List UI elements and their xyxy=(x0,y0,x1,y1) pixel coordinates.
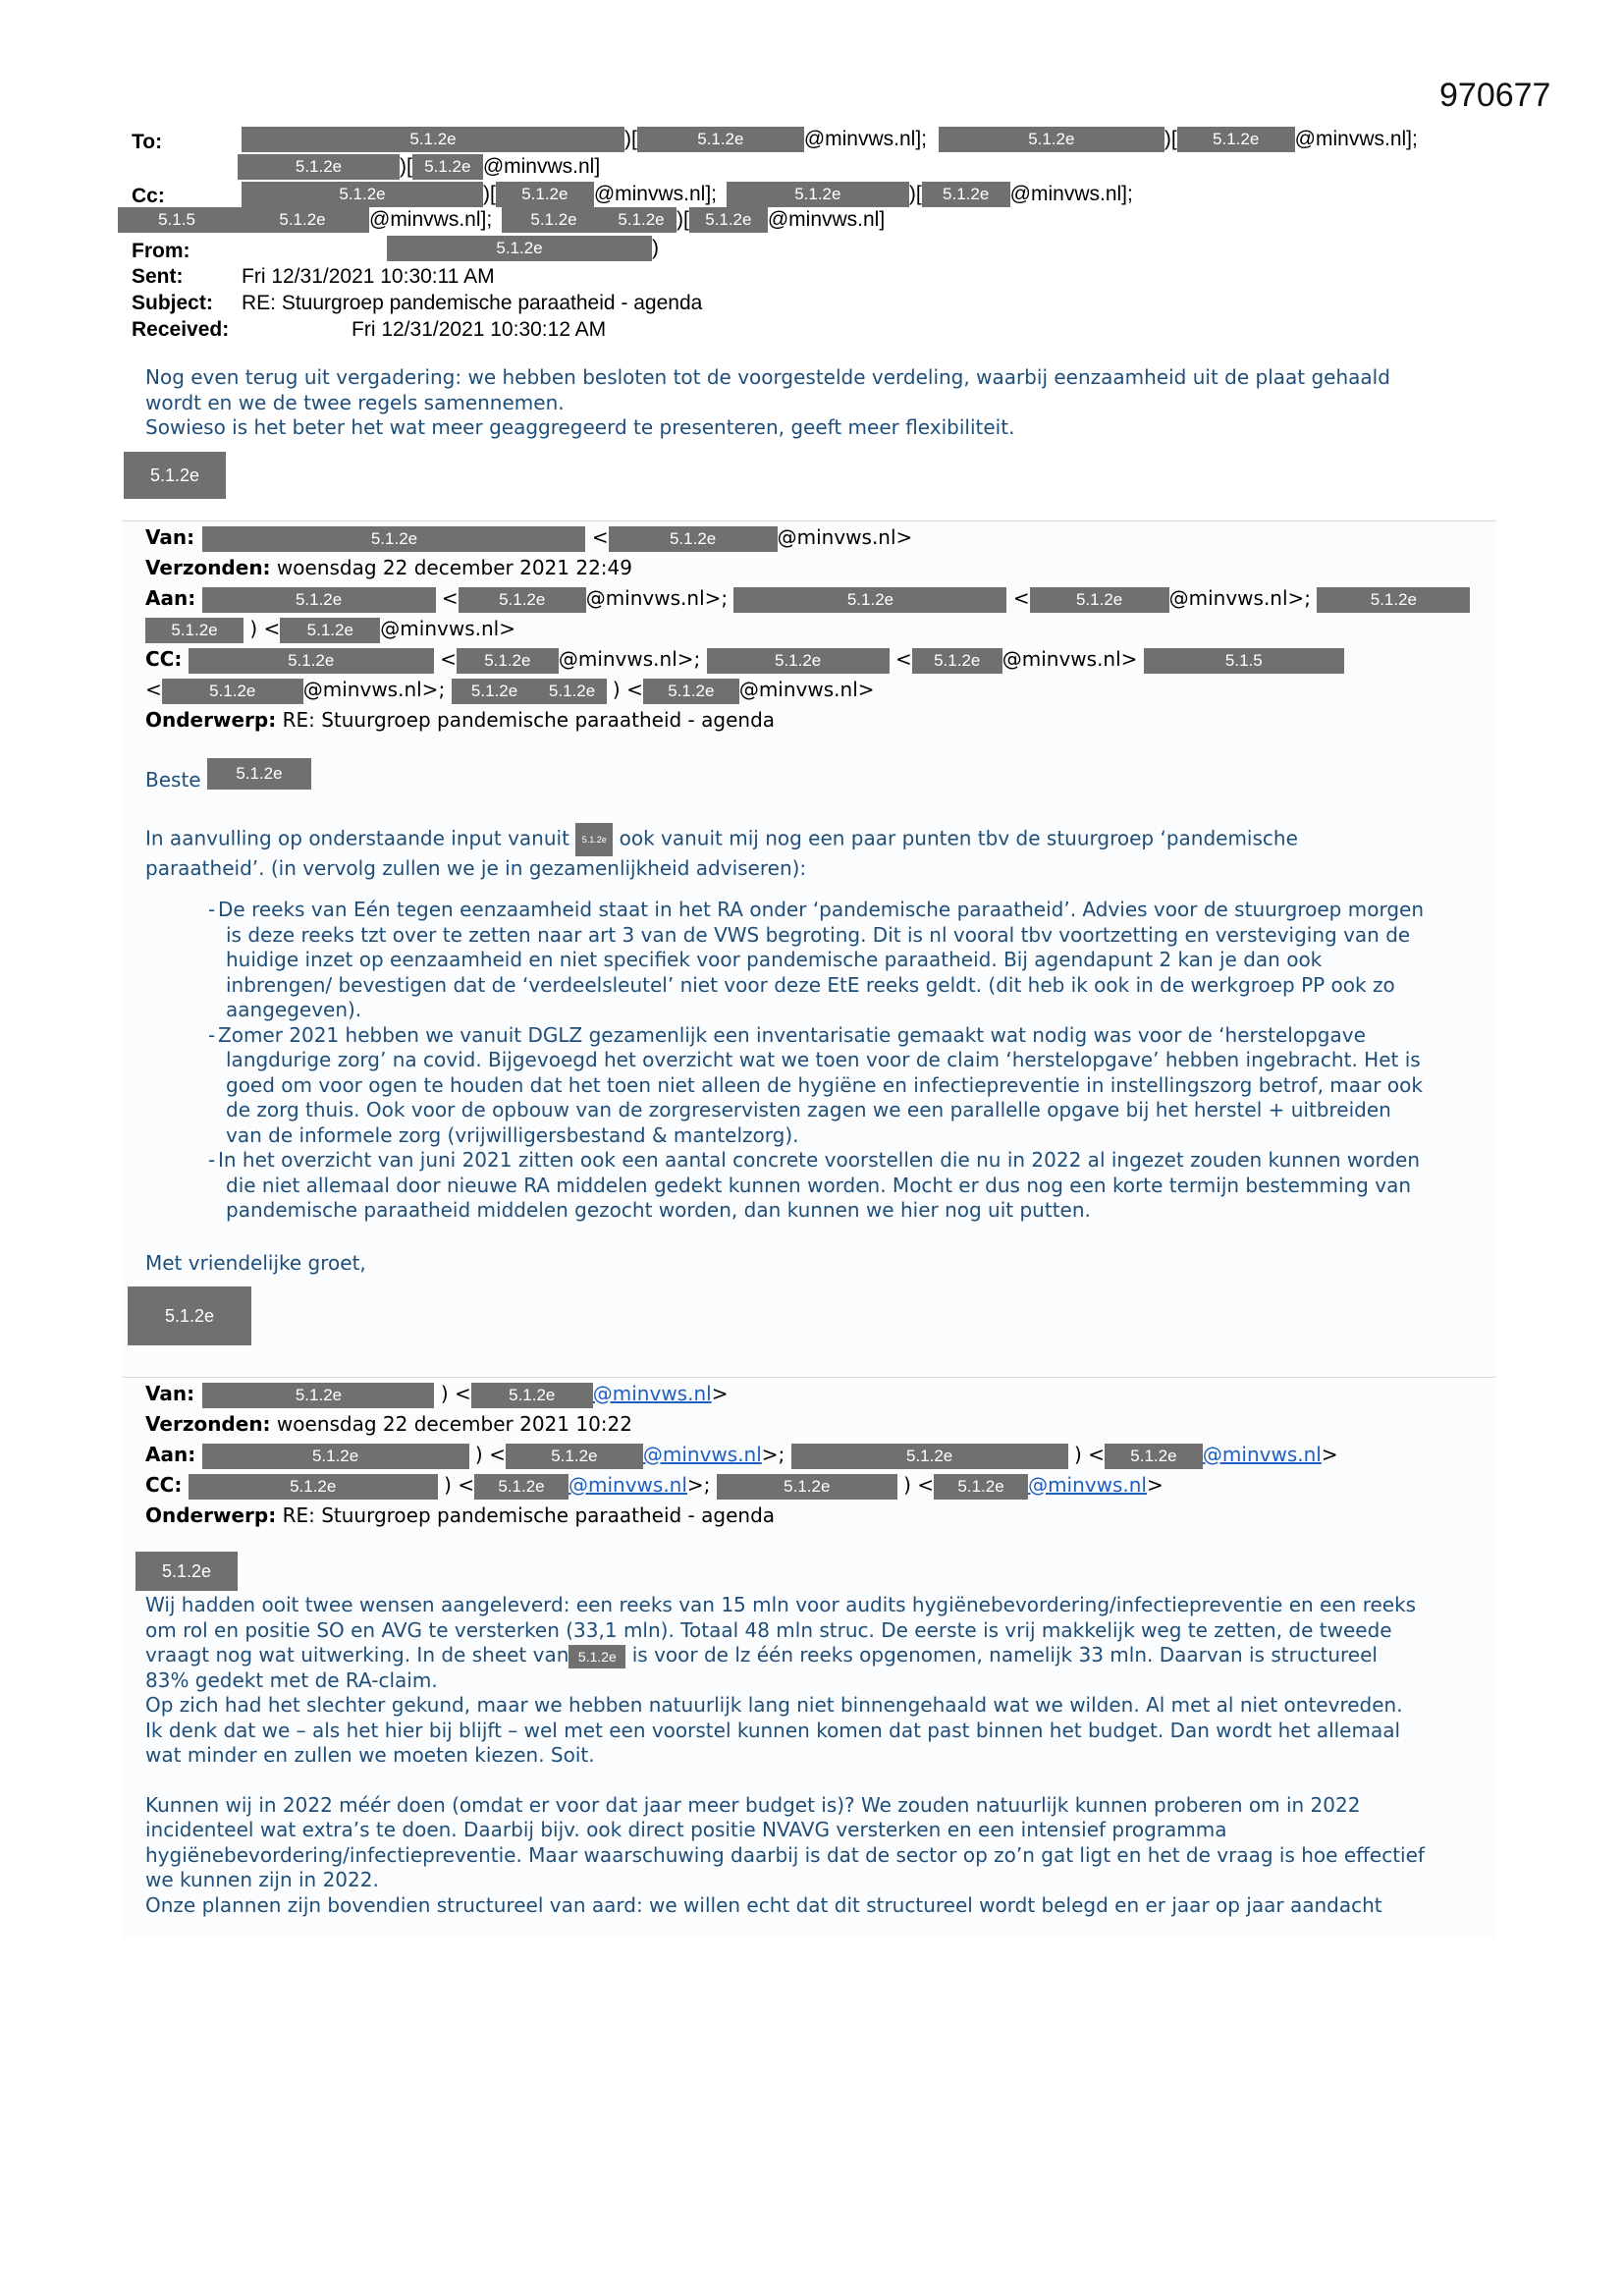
cc-label: Cc: xyxy=(132,185,165,207)
redaction-box: 5.1.2e xyxy=(162,679,303,704)
redaction-box: 5.1.2e xyxy=(606,207,677,233)
redaction-box: 5.1.2e xyxy=(145,618,244,643)
van-label: Van: xyxy=(145,525,195,549)
bullet-list xyxy=(145,898,1510,1224)
salutation-redaction: 5.1.2e xyxy=(135,1552,238,1591)
received-label: Received: xyxy=(132,318,230,341)
subject-value: RE: Stuurgroep pandemische paraatheid - agenda xyxy=(242,292,703,314)
redaction-box: 5.1.2e xyxy=(922,182,1010,207)
document-number: 970677 xyxy=(1439,77,1551,114)
bullet-line: de zorg thuis. Ook voor de opbouw van de zorgreservisten zagen we een parallelle opgave bij het herstel + uitbreiden xyxy=(226,1098,1391,1121)
redaction-box: 5.1.2e xyxy=(733,587,1006,613)
email-domain: @minvws.nl]; xyxy=(1009,183,1133,205)
body-line: Wij hadden ooit twee wensen aangeleverd: een reeks van 15 mln voor audits hygiënebevordering/infectiepreventie en een reeks xyxy=(145,1593,1417,1616)
redaction-box: 5.1.2e xyxy=(717,1474,897,1500)
sent-value: Fri 12/31/2021 10:30:11 AM xyxy=(242,265,495,288)
bullet-line: langdurige zorg’ na covid. Bijgevoegd het overzicht wat we toen voor de claim ‘herstelopgave’ hebben ingebracht. Het is xyxy=(226,1048,1421,1071)
redaction-box: 5.1.2e xyxy=(202,1383,434,1408)
paren: ) xyxy=(652,237,659,259)
body-line: hygiënebevordering/infectiepreventie. Maar waarschuwing daarbij is dat de sector op zo’n gat ligt en het de vraag is hoe effectief xyxy=(145,1842,1425,1867)
redaction-box: 5.1.2e xyxy=(934,1474,1028,1500)
redaction-box: 5.1.2e xyxy=(568,1645,625,1668)
redaction-box: 5.1.2e xyxy=(707,648,890,674)
email-message-2: Van: 5.1.2e < 5.1.2e @minvws.nl> Verzonden: woensdag 22 december 2021 22:49 Aan: 5.1.2e < 5.1.2e @minvws.nl>; 5.1.2e < 5.1.2e @minvws.nl>; 5.1.2e 5.1.2e ) < 5.1.2e @minvws.nl> CC: 5.1.2e < 5.1.2e @minvws.nl>; 5.1.2e < 5.1.2e @minvws.nl> 5.1.5 < 5.1.2e @minvws.nl>; 5.1.2e 5.1.2e ) < 5.1.2e @minvws.nl> Onderwerp: RE: Stuurgroep pandemische paraatheid - agenda Beste 5.1.2e In aanvulling op onderstaande input vanuit 5.1.2e ook vanuit mij nog een paar punten tbv de stuurgroep ‘pandemische paraatheid’. (in vervolg zullen we je in gezamenlijkheid adviseren): - De reeks van Eén tegen eenzaamheid staat in het RA onder ‘pandemische paraatheid’. Advies voor de stuurgroep morgen is deze reeks tzt over te zetten naar art 3 van de VWS begroting. Dit is nl vooral tbv voortzetting en versteviging van de huidige inzet op eenzaamheid en niet specifiek voor pandemische paraatheid. Bij agendapunt 2 kan je dan ook inbrengen/ bevestigen dat de ‘verdeelsleutel’ niet voor deze EtE reeks geldt. (dit heb ik ook in de werkgroep PP ook zo aangegeven). - Zomer 2021 hebben we vanuit DGLZ gezamenlijk een inventarisatie gemaakt wat nodig was voor de ‘herstelopgave langdurige zorg’ na covid. Bijgevoegd het overzicht wat we toen voor de claim ‘herstelopgave’ hebben ingebracht. Het is goed om voor ogen te houden dat het toen niet alleen de hygiëne en infectiepreventie in instellingszorg betrof, maar ook de zorg thuis. Ook voor de opbouw van de zorgreservisten zagen we een parallelle opgave bij het herstel + uitbreiden van de informele zorg (vrijwilligersbestand & mantelzorg). - In het overzicht van juni 2021 zitten ook een aantal concrete voorstellen die nu in 2022 al ingezet zouden kunnen worden die niet allemaal door nieuwe RA middelen gedekt kunnen worden. Mocht er dus nog een korte termijn bestemming van pandemische paraatheid middelen gezocht worden, dan kunnen we hier nog uit putten. Met vriendelijke groet, 5.1.2e xyxy=(122,522,1496,1377)
redaction-box: 5.1.2e xyxy=(202,1444,469,1469)
email-domain: @minvws.nl>; xyxy=(302,678,446,701)
from-label: From: xyxy=(132,240,190,262)
salutation: Beste xyxy=(145,768,201,792)
body-line: Op zich had het slechter gekund, maar we hebben natuurlijk lang niet binnengehaald wat we wilden. Al met al niet ontevreden. xyxy=(145,1693,1403,1717)
body-line: Ik denk dat we – als het hier bij blijft – wel met een voorstel kunnen komen dat past binnen het budget. Dan wordt het allemaal xyxy=(145,1718,1401,1742)
bullet-line: is deze reeks tzt over te zetten naar art 3 van de VWS begroting. Dit is nl vooral tbv voortzetting en versteviging van de xyxy=(226,922,1411,947)
redaction-box: 5.1.2e xyxy=(609,526,778,552)
reply-body xyxy=(145,365,1500,441)
signature-redaction: 5.1.2e xyxy=(128,1286,251,1345)
email-domain: @minvws.nl>; xyxy=(558,647,701,671)
email-domain: @minvws.nl>; xyxy=(1168,586,1312,610)
redaction-box: 5.1.2e xyxy=(189,648,434,674)
bullet-line: van de informele zorg (vrijwilligersbestand & mantelzorg). xyxy=(226,1122,799,1147)
onderwerp-label: Onderwerp: xyxy=(145,708,277,732)
verzonden-value: woensdag 22 december 2021 22:49 xyxy=(276,556,632,579)
onderwerp-label: Onderwerp: xyxy=(145,1503,277,1527)
email-domain: @minvws.nl>; xyxy=(585,586,729,610)
bullet-line: aangegeven). xyxy=(226,998,362,1021)
email-link[interactable]: @minvws.nl xyxy=(642,1443,762,1466)
redaction-box: 5.1.2e xyxy=(538,679,607,704)
aan-label: Aan: xyxy=(145,1443,196,1466)
body-line: Kunnen wij in 2022 méér doen (omdat er voor dat jaar meer budget is)? We zouden natuurlijk kunnen proberen om in 2022 xyxy=(145,1792,1361,1817)
body-line: Sowieso is het beter het wat meer geaggregeerd te presenteren, geeft meer flexibiliteit. xyxy=(145,415,1015,439)
aan-label: Aan: xyxy=(145,586,196,610)
redaction-box: 5.1.2e xyxy=(502,207,606,233)
closing: Met vriendelijke groet, xyxy=(145,1251,366,1275)
redaction-box: 5.1.2e xyxy=(387,236,652,261)
bullet-line: Zomer 2021 hebben we vanuit DGLZ gezamenlijk een inventarisatie gemaakt wat nodig was voor de ‘herstelopgave xyxy=(218,1022,1366,1047)
cc-label: CC: xyxy=(145,647,183,671)
redaction-box: 5.1.2e xyxy=(459,587,586,613)
onderwerp-value: RE: Stuurgroep pandemische paraatheid - agenda xyxy=(282,708,776,732)
body-line: wordt en we de twee regels samennemen. xyxy=(145,390,565,414)
reply-body xyxy=(145,1593,1510,1918)
separator xyxy=(122,1377,1496,1378)
redaction-box: 5.1.2e xyxy=(727,182,909,207)
bullet-line: huidige inzet op eenzaamheid en niet specifiek voor pandemische paraatheid. Bij agendapunt 2 kan je dan ook xyxy=(226,948,1323,971)
body-line: incidenteel wat extra’s te doen. Daarbij bijv. ook direct positie NVAVG versterken en een intensief programma xyxy=(145,1818,1227,1841)
redaction-box: 5.1.2e xyxy=(1030,587,1169,613)
body-line: Onze plannen zijn bovendien structureel van aard: we willen echt dat dit structureel wordt belegd en er jaar op jaar aandacht xyxy=(145,1892,1382,1917)
body-line: 83% gedekt met de RA-claim. xyxy=(145,1667,438,1692)
redaction-box: 5.1.2e xyxy=(457,648,559,674)
received-value: Fri 12/31/2021 10:30:12 AM xyxy=(352,318,607,341)
redaction-box: 5.1.2e xyxy=(1105,1444,1203,1469)
bullet-line: die niet allemaal door nieuwe RA middelen gedekt kunnen worden. Mocht er dus nog een korte termijn bestemming van xyxy=(226,1173,1412,1197)
signature-redaction: 5.1.2e xyxy=(124,452,226,499)
email-domain: @minvws.nl]; xyxy=(593,183,717,205)
bullet-item: - De reeks van Eén tegen eenzaamheid staat in het RA onder ‘pandemische paraatheid’. Advies voor de stuurgroep morgen is deze reeks tzt over te zetten naar art 3 van de VWS begroting. Dit is nl vooral tbv voortzetting en versteviging van de huidige inzet op eenzaamheid en niet specifiek voor pandemische paraatheid. Bij agendapunt 2 kan je dan ook inbrengen/ bevestigen dat de ‘verdeelsleutel’ niet voor deze EtE reeks geldt. (dit heb ik ook in de werkgroep PP ook zo aangegeven). xyxy=(145,898,1510,1023)
email-link[interactable]: @minvws.nl xyxy=(568,1473,687,1497)
separator xyxy=(122,520,1496,521)
email-domain: @minvws.nl> xyxy=(777,525,913,549)
verzonden-label: Verzonden: xyxy=(145,556,271,579)
email-domain: @minvws.nl]; xyxy=(1294,128,1418,150)
cc-label: CC: xyxy=(145,1473,183,1497)
email-link[interactable]: @minvws.nl xyxy=(1028,1473,1147,1497)
bullet-line: goed om voor ogen te houden dat het toen niet alleen de hygiëne en infectiepreventie in instellingszorg betrof, maar ook xyxy=(226,1072,1423,1097)
redaction-box: 5.1.2e xyxy=(1177,127,1295,152)
body-line: om rol en positie SO en AVG te versterken (33,1 mln). Totaal 48 mln struc. De eerste is vrij makkelijk weg te zetten, de tweede xyxy=(145,1617,1392,1642)
email-domain: @minvws.nl] xyxy=(767,208,886,231)
redaction-box: 5.1.2e xyxy=(496,182,594,207)
bullet-line: pandemische paraatheid middelen gezocht worden, dan kunnen we hier nog uit putten. xyxy=(226,1198,1091,1222)
email-domain: @minvws.nl> xyxy=(738,678,875,701)
redaction-box: 5.1.2e xyxy=(912,648,1002,674)
redaction-box: 5.1.2e xyxy=(791,1444,1068,1469)
bullet-line: In het overzicht van juni 2021 zitten ook een aantal concrete voorstellen die nu in 2022 al ingezet zouden kunnen worden xyxy=(218,1148,1421,1172)
redaction-box: 5.1.2e xyxy=(202,587,436,613)
email-link[interactable]: @minvws.nl xyxy=(592,1382,712,1405)
body-line: ook vanuit mij nog een paar punten tbv de stuurgroep ‘pandemische xyxy=(619,826,1298,850)
sent-label: Sent: xyxy=(132,265,184,288)
to-label: To: xyxy=(132,131,163,153)
subject-label: Subject: xyxy=(132,292,213,314)
bullet-item: - In het overzicht van juni 2021 zitten ook een aantal concrete voorstellen die nu in 2022 al ingezet zouden kunnen worden die niet allemaal door nieuwe RA middelen gedekt kunnen worden. Mocht er dus nog een korte termijn bestemming van pandemische paraatheid middelen gezocht worden, dan kunnen we hier nog uit putten. xyxy=(145,1148,1510,1224)
body-line: In aanvulling op onderstaande input vanuit xyxy=(145,826,569,850)
redaction-box: 5.1.2e xyxy=(643,679,739,704)
body-line: paraatheid’. (in vervolg zullen we je in gezamenlijkheid adviseren): xyxy=(145,856,807,880)
redaction-box: 5.1.5 xyxy=(118,207,236,233)
email-domain: @minvws.nl]; xyxy=(803,128,927,150)
redaction-box: 5.1.2e xyxy=(207,758,311,790)
redaction-box: 5.1.2e xyxy=(202,526,585,552)
redaction-box: 5.1.2e xyxy=(474,1474,568,1500)
redaction-box: 5.1.2e xyxy=(280,618,380,643)
bullet-line: De reeks van Eén tegen eenzaamheid staat in het RA onder ‘pandemische paraatheid’. Advies voor de stuurgroep morgen xyxy=(218,898,1424,921)
redaction-box: 5.1.2e xyxy=(506,1444,643,1469)
redaction-box: 5.1.2e xyxy=(242,182,483,207)
redaction-box: 5.1.2e xyxy=(189,1474,438,1500)
redaction-box: 5.1.2e xyxy=(689,207,768,233)
verzonden-label: Verzonden: xyxy=(145,1412,271,1436)
redaction-box: 5.1.2e xyxy=(1317,587,1470,613)
redaction-box: 5.1.2e xyxy=(236,207,369,233)
email-domain: @minvws.nl> xyxy=(1001,647,1138,671)
redaction-box: 5.1.2e xyxy=(412,154,483,180)
redaction-box: 5.1.2e xyxy=(452,679,538,704)
email-domain: @minvws.nl> xyxy=(380,617,515,640)
email-message-3: Van: 5.1.2e ) < 5.1.2e @minvws.nl> Verzonden: woensdag 22 december 2021 10:22 Aan: 5.1.2e ) < 5.1.2e @minvws.nl>; 5.1.2e ) < 5.1.2e @minvws.nl> CC: 5.1.2e ) < 5.1.2e @minvws.nl>; 5.1.2e ) < 5.1.2e @minvws.nl> Onderwerp: RE: Stuurgroep pandemische paraatheid - agenda 5.1.2e Wij hadden ooit twee wensen aangeleverd: een reeks van 15 mln voor audits hygiënebevordering/infectiepreventie en een reeks om rol en positie SO en AVG te versterken (33,1 mln). Totaal 48 mln struc. De eerste is vrij makkelijk weg te zetten, de tweede vraagt nog wat uitwerking. In de sheet van 5.1.2e is voor de lz één reeks opgenomen, namelijk 33 mln. Daarvan is structureel 83% gedekt met de RA-claim. Op zich had het slechter gekund, maar we hebben natuurlijk lang niet binnengehaald wat we wilden. Al met al niet ontevreden. Ik denk dat we – als het hier bij blijft – wel met een voorstel kunnen komen dat past binnen het budget. Dan wordt het allemaal wat minder en zullen we moeten kiezen. Soit. Kunnen wij in 2022 méér doen (omdat er voor dat jaar meer budget is)? We zouden natuurlijk kunnen proberen om in 2022 incidenteel wat extra’s te doen. Daarbij bijv. ook direct positie NVAVG versterken en een intensief programma hygiënebevordering/infectiepreventie. Maar waarschuwing daarbij is dat de sector op zo’n gat ligt en het de vraag is hoe effectief we kunnen zijn in 2022. Onze plannen zijn bovendien structureel van aard: we willen echt dat dit structureel wordt belegd en er jaar op jaar aandacht xyxy=(122,1379,1496,1939)
body-line: Nog even terug uit vergadering: we hebben besloten tot de voorgestelde verdeling, waarbij eenzaamheid uit de plaat gehaald xyxy=(145,365,1390,389)
body-line: vraagt nog wat uitwerking. In de sheet van xyxy=(145,1643,569,1667)
verzonden-value: woensdag 22 december 2021 10:22 xyxy=(276,1412,632,1436)
bullet-item: - Zomer 2021 hebben we vanuit DGLZ gezamenlijk een inventarisatie gemaakt wat nodig was voor de ‘herstelopgave langdurige zorg’ na covid. Bijgevoegd het overzicht wat we toen voor de claim ‘herstelopgave’ hebben ingebracht. Het is goed om voor ogen te houden dat het toen niet alleen de hygiëne en infectiepreventie in instellingszorg betrof, maar ook de zorg thuis. Ook voor de opbouw van de zorgreservisten zagen we een parallelle opgave bij het herstel + uitbreiden van de informele zorg (vrijwilligersbestand & mantelzorg). xyxy=(145,1023,1510,1149)
redaction-box: 5.1.2e xyxy=(471,1383,593,1408)
redaction-box: 5.1.2e xyxy=(575,823,613,856)
onderwerp-value: RE: Stuurgroep pandemische paraatheid - agenda xyxy=(282,1503,776,1527)
body-line: is voor de lz één reeks opgenomen, namelijk 33 mln. Daarvan is structureel xyxy=(631,1643,1378,1667)
body-line: we kunnen zijn in 2022. xyxy=(145,1868,379,1891)
email-domain: @minvws.nl]; xyxy=(369,208,493,231)
email-link[interactable]: @minvws.nl xyxy=(1202,1443,1322,1466)
van-label: Van: xyxy=(145,1382,195,1405)
redaction-box: 5.1.2e xyxy=(238,154,400,180)
redaction-box: 5.1.2e xyxy=(637,127,804,152)
redaction-box: 5.1.5 xyxy=(1144,648,1344,674)
bullet-line: inbrengen/ bevestigen dat de ‘verdeelsleutel’ niet voor deze EtE reeks geldt. (dit heb ik ook in de werkgroep PP ook zo xyxy=(226,972,1395,997)
redaction-box: 5.1.2e xyxy=(939,127,1164,152)
redaction-box: 5.1.2e xyxy=(242,127,624,152)
email-domain: @minvws.nl] xyxy=(482,155,601,178)
body-line: wat minder en zullen we moeten kiezen. Soit. xyxy=(145,1743,595,1767)
